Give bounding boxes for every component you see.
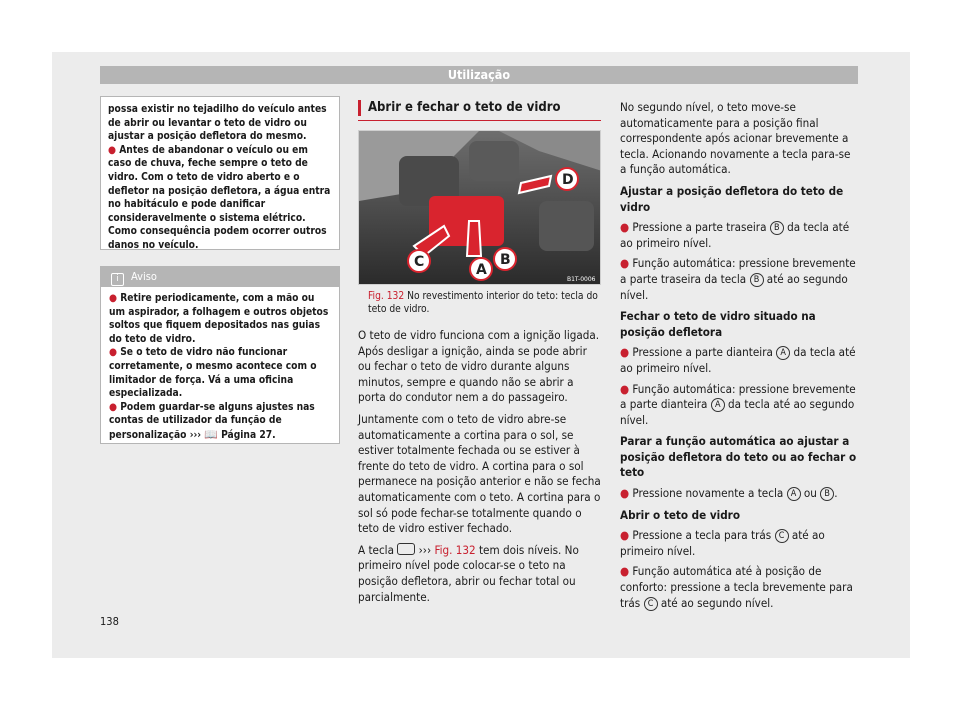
warning-text-2: ● Antes de abandonar o veículo ou em caso de chuva, feche sempre o teto de vidro. Com o teto de vidro aberto e o defletor na posição defletora, a água entra no habitáculo e pode danificar consideravelmente o sistema elétrico. Como consequência podem ocorrer outros danos no veículo.	[108, 144, 331, 251]
key-a: A	[776, 346, 790, 360]
paragraph: No segundo nível, o teto move-se automaticamente para a posição final correspondente após acionar brevemente a tecla. Acionando novamente a tecla para-se a função automática.	[620, 100, 851, 177]
step: ● Pressione a tecla para trás C até ao primeiro nível.	[620, 528, 825, 558]
step: ● Função automática até à posição de conforto: pressione a tecla brevemente para trás C até ao segundo nível.	[620, 564, 853, 610]
subheading: Ajustar a posição defletora do teto de vidro	[620, 183, 844, 214]
note-item: ● Se o teto de vidro não funcionar corretamente, o mesmo acontece com o limitador de força. Vá a uma oficina especializada.	[109, 347, 317, 400]
subheading: Abrir o teto de vidro	[620, 507, 740, 522]
key-b: B	[820, 487, 834, 501]
roof-switch-icon	[397, 543, 415, 555]
note-box	[100, 266, 340, 444]
section-divider	[358, 120, 601, 121]
label-a: A	[476, 262, 487, 278]
figure-caption: Fig. 132 No revestimento interior do teto: tecla do teto de vidro.	[368, 291, 598, 315]
section-title: Abrir e fechar o teto de vidro	[358, 100, 608, 116]
page-number: 138	[100, 615, 119, 628]
figure-link[interactable]: Fig. 132	[434, 542, 476, 557]
key-a: A	[711, 398, 725, 412]
key-c: C	[644, 597, 658, 611]
note-header: i Aviso	[101, 267, 339, 287]
right-column	[620, 100, 860, 616]
paragraph: O teto de vidro funciona com a ignição ligada. Após desligar a ignição, ainda se pode abrir ou fechar o teto de vidro durante alguns minutos, sempre e quando não se abrir a porta do condutor nem a do passageiro.	[358, 328, 600, 405]
info-icon: i	[111, 273, 124, 286]
step: ● Pressione a parte dianteira A da tecla até ao primeiro nível.	[620, 345, 856, 375]
step: ● Função automática: pressione brevemente a parte traseira da tecla B até ao segundo nível.	[620, 256, 856, 302]
warning-text-1: possa existir no tejadilho do veículo antes de abrir ou levantar o teto de vidro ou ajustar a posição defletora do mesmo.	[108, 104, 327, 143]
step: ● Pressione a parte traseira B da tecla até ao primeiro nível.	[620, 220, 850, 250]
book-icon: 📖	[204, 427, 218, 441]
figure-code: B1T-0006	[567, 276, 596, 283]
step: ● Função automática: pressione brevemente a parte dianteira A da tecla até ao segundo nível.	[620, 381, 856, 427]
paragraph: Juntamente com o teto de vidro abre-se automaticamente a cortina para o sol, se estiver totalmente fechada ou se estiver à frente do teto de vidro. A cortina para o sol permanece na posição anterior e não se fecha automaticamente com o teto. A cortina para o sol só pode fechar-se totalmente quando o teto de vidro estiver fechado.	[358, 411, 601, 536]
label-c: C	[414, 254, 425, 270]
roof-switch-figure	[358, 130, 601, 285]
chapter-header: Utilização	[100, 66, 858, 84]
warning-box	[100, 96, 340, 250]
note-item: ● Retire periodicamente, com a mão ou um aspirador, a folhagem e outros objetos soltos que fiquem depositados nas guias do teto de vidro.	[109, 293, 329, 345]
main-text	[358, 328, 601, 611]
key-b: B	[750, 273, 764, 287]
subheading: Parar a função automática ao ajustar a posição defletora do teto ou ao fechar o teto	[620, 434, 857, 480]
label-b: B	[500, 252, 511, 268]
page-link[interactable]: ››› 📖 Página 27.	[189, 427, 276, 441]
paragraph: A tecla ››› Fig. 132 tem dois níveis. No primeiro nível pode colocar-se o teto na posição defletora, abrir ou fechar total ou parcialmente.	[358, 542, 579, 604]
note-item: ● Podem guardar-se alguns ajustes nas contas de utilizador da função de personalização ››› 📖 Página 27.	[109, 401, 315, 441]
key-c: C	[775, 529, 789, 543]
step: ● Pressione novamente a tecla A ou B .	[620, 486, 838, 501]
label-d: D	[562, 172, 574, 188]
subheading: Fechar o teto de vidro situado na posição defletora	[620, 309, 816, 339]
key-a: A	[787, 487, 801, 501]
key-b: B	[770, 221, 784, 235]
